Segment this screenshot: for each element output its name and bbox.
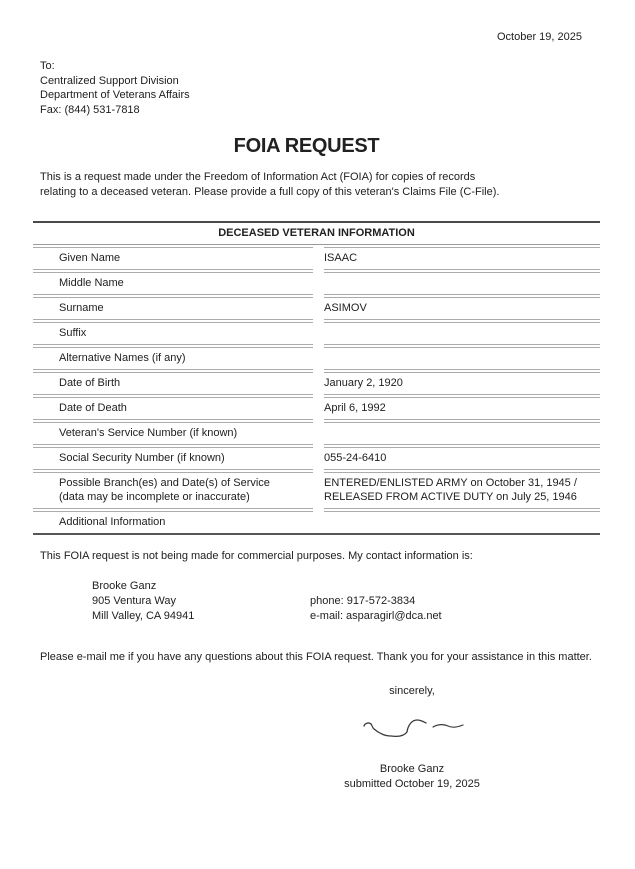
intro-paragraph	[40, 170, 595, 200]
table-row	[33, 272, 600, 295]
table-row	[33, 372, 600, 395]
submission-date: submitted October 19, 2025	[344, 778, 480, 790]
intro-line: This is a request made under the Freedom of Information Act (FOIA) for copies of records	[40, 171, 476, 183]
table-row	[33, 472, 600, 509]
row-value	[324, 322, 600, 345]
row-label: Given Name	[33, 247, 313, 270]
page-title: FOIA REQUEST	[233, 135, 380, 157]
signoff-text: sincerely,	[389, 685, 435, 697]
contact-phone-email-block	[310, 579, 442, 624]
signature-block	[307, 684, 517, 792]
closing-note: Please e-mail me if you have any questions about this FOIA request. Thank you for your assistance in this matter.	[40, 651, 592, 663]
row-label: Middle Name	[33, 272, 313, 295]
row-value	[324, 511, 600, 533]
row-value-text: ENTERED/ENLISTED ARMY on October 31, 1945 / RELEASED FROM ACTIVE DUTY on July 25, 1946	[324, 477, 577, 503]
contact-address-block	[92, 579, 310, 624]
table-row	[33, 247, 600, 270]
table-row	[33, 322, 600, 345]
row-label: Veteran's Service Number (if known)	[33, 422, 313, 445]
contact-email: e-mail: asparagirl@dca.net	[310, 610, 442, 622]
signature-image	[358, 712, 466, 742]
row-label-line: Possible Branch(es) and Date(s) of Service	[59, 477, 270, 489]
recipient-line: Department of Veterans Affairs	[40, 89, 190, 101]
recipient-line: Centralized Support Division	[40, 74, 179, 87]
row-label: Social Security Number (if known)	[33, 447, 313, 470]
table-header: DECEASED VETERAN INFORMATION	[33, 223, 600, 245]
veteran-info-table	[33, 221, 600, 535]
document-date: October 19, 2025	[496, 31, 582, 43]
row-value: April 6, 1992	[324, 397, 600, 420]
commercial-purpose-note: This FOIA request is not being made for commercial purposes. My contact information is:	[40, 550, 473, 562]
row-label: Date of Birth	[33, 372, 313, 395]
table-row	[33, 422, 600, 445]
row-value: January 2, 1920	[324, 372, 600, 395]
row-label	[33, 472, 313, 509]
row-value	[324, 472, 600, 509]
contact-name: Brooke Ganz	[92, 580, 157, 592]
row-label: Date of Death	[33, 397, 313, 420]
table-row	[33, 447, 600, 470]
signature-scribble	[307, 712, 517, 746]
recipient-block	[40, 59, 595, 117]
row-value: ASIMOV	[324, 297, 600, 320]
row-label: Additional Information	[33, 511, 313, 533]
table-row	[33, 397, 600, 420]
row-value: 055-24-6410	[324, 447, 600, 470]
contact-block	[40, 579, 595, 624]
row-value	[324, 347, 600, 370]
contact-phone: phone: 917-572-3834	[310, 595, 416, 607]
row-label: Alternative Names (if any)	[33, 347, 313, 370]
table-row	[33, 347, 600, 370]
recipient-to-label: To:	[40, 60, 55, 72]
contact-address-line: Mill Valley, CA 94941	[92, 610, 195, 622]
row-value: ISAAC	[324, 247, 600, 270]
signature-name: Brooke Ganz	[379, 763, 445, 775]
intro-line: relating to a deceased veteran. Please provide a full copy of this veteran's Claims File (C-File).	[40, 186, 500, 198]
row-value	[324, 422, 600, 445]
row-label-line: (data may be incomplete or inaccurate)	[59, 491, 250, 503]
contact-address-line: 905 Ventura Way	[92, 595, 176, 607]
table-row	[33, 297, 600, 320]
recipient-fax-line: Fax: (844) 531-7818	[40, 103, 140, 116]
table-row	[33, 511, 600, 533]
row-label: Suffix	[33, 322, 313, 345]
row-value	[324, 272, 600, 295]
row-label: Surname	[33, 297, 313, 320]
